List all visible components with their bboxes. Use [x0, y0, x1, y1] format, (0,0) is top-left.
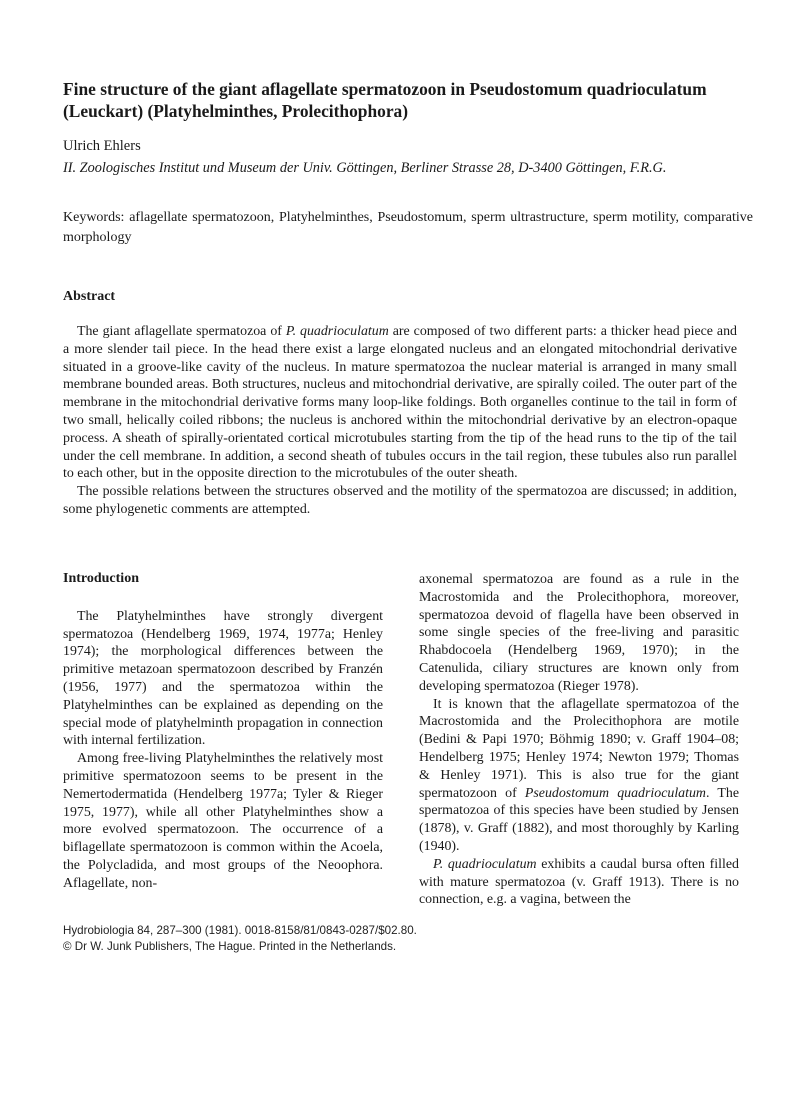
- body-paragraph: [419, 696, 739, 856]
- body-paragraph: [419, 856, 739, 909]
- body-paragraph: axonemal spermatozoa are found as a rule in the Macrostomida and the Prolecithophora, moreover, spermatozoa devoid of flagella have been observed in some single species of the free-living and parasitic Rhabdocoela (Hendelberg 1969, 1970); in the Catenulida, ciliary structures are known only from developing spermatozoa (Rieger 1978).: [419, 572, 739, 694]
- abstract-paragraph: The possible relations between the structures observed and the motility of the spermatozoa are discussed; in addition, some phylogenetic comments are attempted.: [63, 484, 737, 517]
- body-text: exhibits a caudal bursa often filled with mature spermatozoa (v. Graff 1913). There is no connection, e.g. a vagina, between the: [419, 856, 739, 908]
- keywords: Keywords: aflagellate spermatozoon, Platyhelminthes, Pseudostomum, sperm ultrastructure, sperm motility, comparative morphology: [63, 210, 753, 245]
- species-name: Pseudostomum quadrioculatum: [524, 785, 706, 801]
- abstract-body: [63, 323, 737, 519]
- species-name: P. quadrioculatum: [285, 324, 389, 339]
- abstract-text: The giant aflagellate spermatozoa of: [77, 324, 286, 339]
- abstract-paragraph: [63, 323, 737, 483]
- column-left: [63, 570, 383, 893]
- copyright-line: © Dr W. Junk Publishers, The Hague. Printed in the Netherlands.: [63, 939, 397, 953]
- body-text: . The spermatozoa of this species have been studied by Jensen (1878), v. Graff (1882), and most thoroughly by Karling (1940).: [419, 785, 739, 854]
- author-affiliation: II. Zoologisches Institut und Museum der Univ. Göttingen, Berliner Strasse 28, D-3400 Göttingen, F.R.G.: [63, 160, 667, 176]
- publication-footer: [63, 923, 417, 954]
- species-name: P. quadrioculatum: [433, 856, 537, 872]
- body-text: It is known that the aflagellate spermatozoa of the Macrostomida and the Prolecithophora are motile (Bedini & Papi 1970; Böhmig 1890; v. Graff 1904–08; Hendelberg 1975; Henley 1974; Newton 1979; Thomas & Henley 1971). This is also true for the giant spermatozoon of: [419, 696, 739, 801]
- abstract-heading: Abstract: [63, 289, 116, 304]
- article-title: Fine structure of the giant aflagellate spermatozoon in Pseudostomum quadrioculatum (Leuckart) (Platyhelminthes, Prolecithophora): [63, 79, 707, 121]
- author-name: Ulrich Ehlers: [63, 138, 141, 154]
- citation-line: Hydrobiologia 84, 287–300 (1981). 0018-8158/81/0843-0287/$02.80.: [63, 924, 417, 937]
- abstract-text: are composed of two different parts: a thicker head piece and a more slender tail piece. In the head there exist a large elongated nucleus and an elongated mitochondrial derivative situated in a groove-like cavity of the nucleus. In mature spermatozoa the nuclear material is arranged in many small membrane bounded areas. Both structures, nucleus and mitochondrial derivative, are spirally coiled. The outer part of the membrane in the mitochondrial derivative forms many loop-like foldings. Both organelles continue to the tail in form of two small, helically coiled ribbons; the nucleus is anchored within the mitochondrial derivative by an electron-opaque process. A sheath of spirally-orientated cortical microtubules starting from the tip of the head runs to the tip of the tail under the cell membrane. In addition, a second sheath of tubules occurs in the tail region, these tubules also run parallel to each other, but in the opposite direction to the microtubules of the outer sheath.: [63, 324, 737, 482]
- introduction-heading: Introduction: [63, 571, 139, 586]
- body-paragraph: The Platyhelminthes have strongly divergent spermatozoa (Hendelberg 1969, 1974, 1977a; Henley 1974); the morphological differences between the primitive metazoan spermatozoon described by Franzén (1956, 1977) and the spermatozoa within the Platyhelminthes can be explained as depending on the special mode of platyhelminth propagation in connection with internal fertilization.: [63, 608, 383, 749]
- body-paragraph: Among free-living Platyhelminthes the relatively most primitive spermatozoon seems to be present in the Nemertodermatida (Hendelberg 1977a; Tyler & Rieger 1975, 1977), while all other Platyhelminthes show a more evolved spermatozoon. The occurrence of a biflagellate spermatozoon is common within the Acoela, the Polycladida, and most groups of the Neoophora. Aflagellate, non-: [63, 751, 383, 891]
- column-right: [419, 571, 739, 909]
